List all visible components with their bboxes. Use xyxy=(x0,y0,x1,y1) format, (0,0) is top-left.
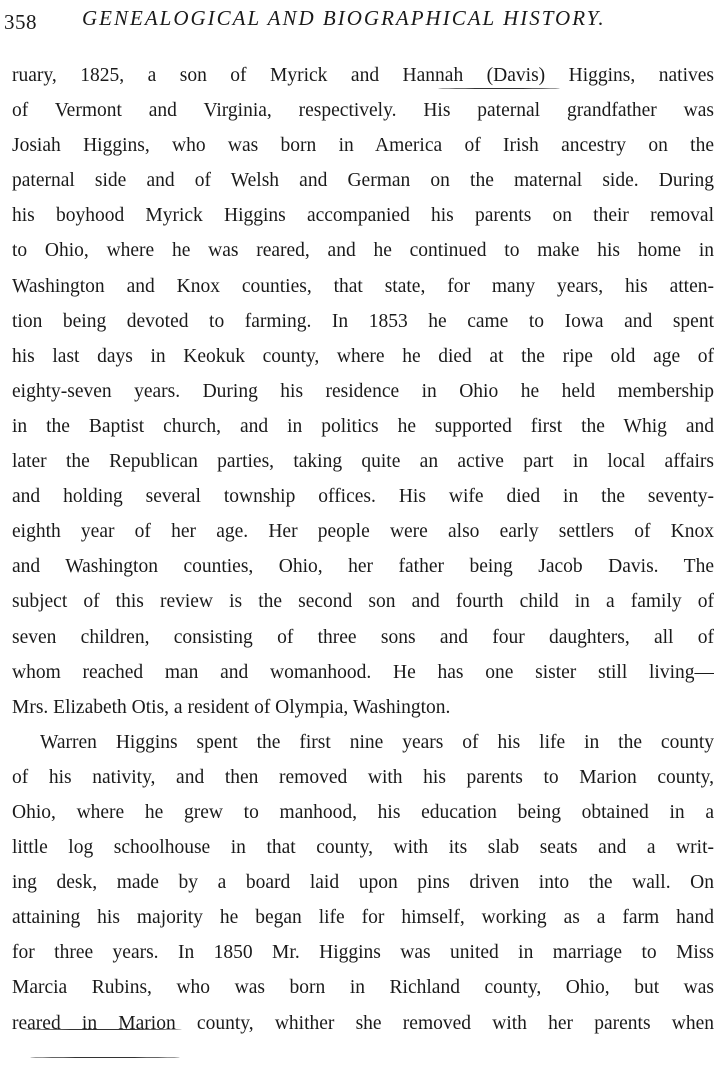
pen-underline-mark xyxy=(438,88,560,89)
text-line: and holding several township offices. His wife died in the seventy- xyxy=(12,486,714,508)
text-line: eighty-seven years. During his residence in Ohio he held membership xyxy=(12,380,714,402)
running-title: GENEALOGICAL AND BIOGRAPHICAL HISTORY. xyxy=(82,6,606,30)
text-line: for three years. In 1850 Mr. Higgins was united in marriage to Miss xyxy=(12,942,714,964)
page-header xyxy=(2,4,702,38)
text-line: reared in Marion county, whither she removed with her parents when xyxy=(12,1012,714,1034)
text-line: eighth year of her age. Her people were also early settlers of Knox xyxy=(12,521,714,543)
pen-underline-mark xyxy=(22,1029,182,1030)
text-line: of his nativity, and then removed with his parents to Marion county, xyxy=(12,766,714,788)
text-line: Josiah Higgins, who was born in America of Irish ancestry on the xyxy=(12,135,714,157)
text-line: tion being devoted to farming. In 1853 he came to Iowa and spent xyxy=(12,310,714,332)
paragraph xyxy=(12,725,714,1041)
paragraph xyxy=(12,58,714,725)
text-line: and Washington counties, Ohio, her father being Jacob Davis. The xyxy=(12,556,714,578)
page-number: 358 xyxy=(4,10,37,34)
text-line: Marcia Rubins, who was born in Richland county, Ohio, but was xyxy=(12,977,714,999)
text-line: ing desk, made by a board laid upon pins driven into the wall. On xyxy=(12,872,714,894)
text-line: attaining his majority he began life for himself, working as a farm hand xyxy=(12,907,714,929)
text-line: to Ohio, where he was reared, and he continued to make his home in xyxy=(12,240,714,262)
text-line: subject of this review is the second son and fourth child in a family of xyxy=(12,591,714,613)
pen-underline-mark xyxy=(30,1057,180,1058)
text-line: in the Baptist church, and in politics he supported first the Whig and xyxy=(12,415,714,437)
text-line: Warren Higgins spent the first nine years of his life in the county xyxy=(40,731,714,753)
text-line: whom reached man and womanhood. He has one sister still living— xyxy=(12,661,714,683)
text-line: seven children, consisting of three sons and four daughters, all of xyxy=(12,626,714,648)
text-line: later the Republican parties, taking quite an active part in local affairs xyxy=(12,451,714,473)
text-line: paternal side and of Welsh and German on the maternal side. During xyxy=(12,170,714,192)
text-line: his boyhood Myrick Higgins accompanied his parents on their removal xyxy=(12,205,714,227)
text-line: his last days in Keokuk county, where he died at the ripe old age of xyxy=(12,345,714,367)
text-line: Washington and Knox counties, that state, for many years, his atten- xyxy=(12,275,714,297)
text-line: ruary, 1825, a son of Myrick and Hannah (Davis) Higgins, natives xyxy=(12,65,714,86)
body-text xyxy=(12,58,714,1041)
text-line: little log schoolhouse in that county, with its slab seats and a writ- xyxy=(12,837,714,859)
text-line: Mrs. Elizabeth Otis, a resident of Olympia, Washington. xyxy=(12,696,451,718)
text-line: Ohio, where he grew to manhood, his education being obtained in a xyxy=(12,801,714,823)
text-line: of Vermont and Virginia, respectively. His paternal grandfather was xyxy=(12,100,714,122)
